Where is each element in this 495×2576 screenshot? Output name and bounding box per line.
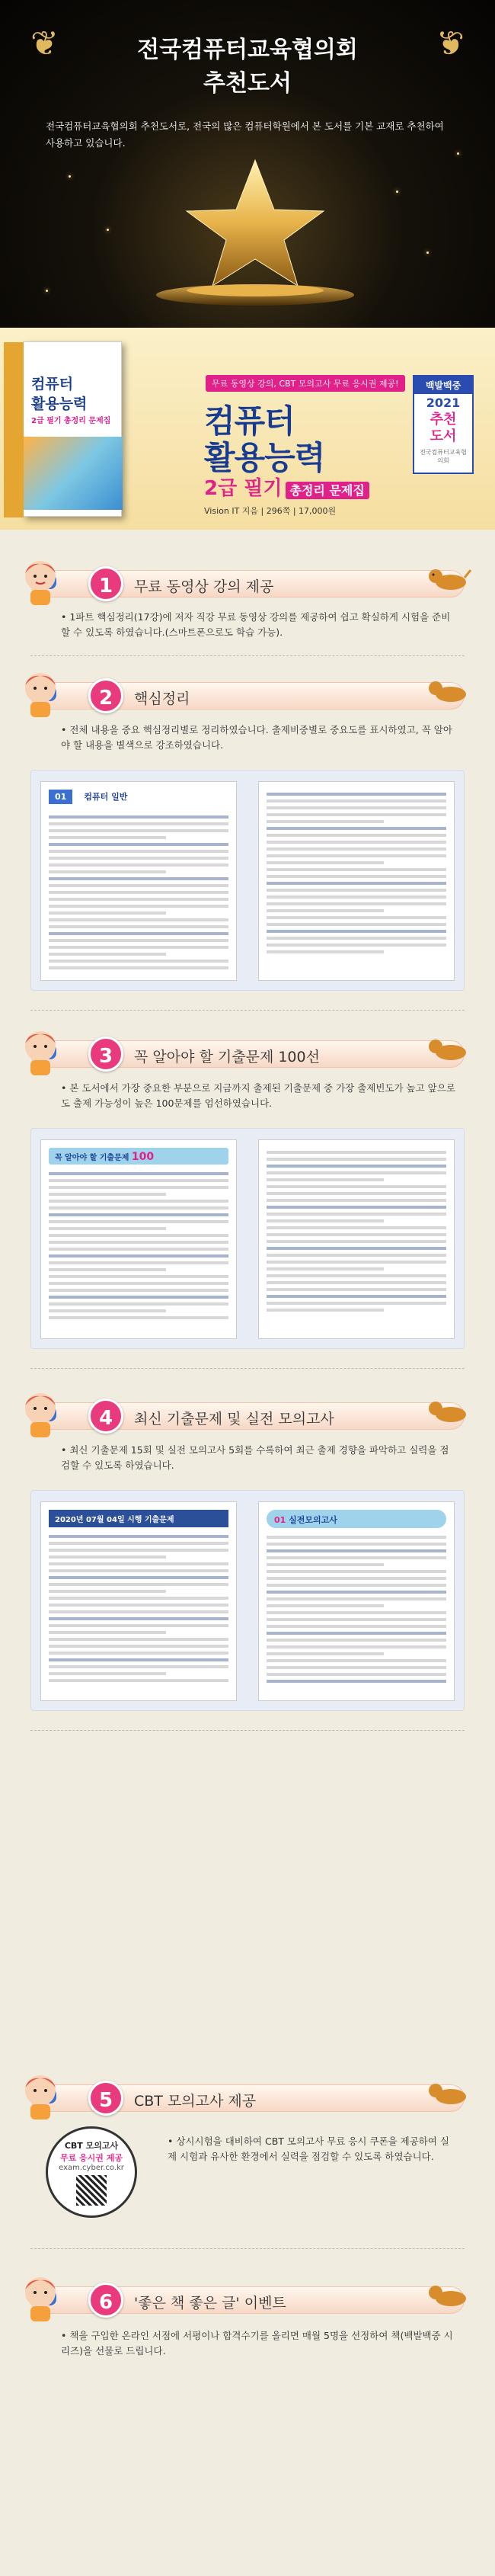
product-title-line3 <box>204 473 369 501</box>
section-desc-text: 본 도서에서 가장 중요한 부분으로 지금까지 출제된 기출문제 중 가장 출제빈도가 높고 앞으로도 출제 가능성이 높은 100문제를 엄선하였습니다. <box>61 1082 455 1109</box>
divider <box>30 1368 465 1369</box>
preview-page-left <box>40 1139 237 1339</box>
section-number: 3 <box>88 1036 123 1072</box>
section-2-desc: • 전체 내용을 중요 핵심정리별로 정리하였습니다. 출제비중별로 중요도를 표시하였고, 꼭 알아야 할 내용을 별색으로 강조하였습니다. <box>61 724 452 751</box>
section-desc-text: 상시시험을 대비하여 CBT 모의고사 무료 응시 쿠폰을 제공하여 실제 시험과 유사한 환경에서 실력을 점검할 수 있도록 하였습니다. <box>168 2135 449 2162</box>
section-4-band <box>30 1402 465 1430</box>
section-5-band <box>30 2084 465 2112</box>
section-title: 무료 동영상 강의 제공 <box>134 578 274 595</box>
mock-exam-heading-text: 실전모의고사 <box>289 1515 337 1525</box>
cbt-url: exam.cyber.co.kr <box>59 2164 124 2172</box>
book-cover <box>23 341 122 517</box>
section-5-desc: • 상시시험을 대비하여 CBT 모의고사 무료 응시 쿠폰을 제공하여 실제 시험과 유사한 환경에서 실력을 점검할 수 있도록 하였습니다. <box>168 2135 449 2162</box>
hero-title-line2: 추천도서 <box>203 70 292 97</box>
chapter-number: 01 <box>49 790 72 804</box>
dog-icon <box>426 564 472 594</box>
section-desc-text: 최신 기출문제 15회 및 실전 모의고사 5회를 수록하여 최근 출제 경향을 파악하고 실력을 점검할 수 있도록 하였습니다. <box>61 1444 449 1471</box>
cbt-line2: 무료 응시권 제공 <box>59 2153 123 2163</box>
hero-intro: 전국컴퓨터교육협의회 추천도서로, 전국의 많은 컴퓨터학원에서 본 도서를 기본 교재로 추천하여 사용하고 있습니다. <box>46 120 444 149</box>
past-exam-preview <box>30 1128 465 1349</box>
badge-main: 추천도서 <box>430 412 457 444</box>
section-title: 꼭 알아야 할 기출문제 100선 <box>134 1049 320 1065</box>
section-title: 핵심정리 <box>134 690 190 707</box>
product-info: Vision IT 지음 | 296쪽 | 17,000원 <box>204 506 337 516</box>
badge-sub: 전국컴퓨터교육협의회 <box>420 449 467 464</box>
preview-page-left <box>40 781 237 981</box>
product-title-badge: 총정리 문제집 <box>286 482 369 499</box>
section-4-desc: • 최신 기출문제 15회 및 실전 모의고사 5회를 수록하여 최근 출제 경향을 파악하고 실력을 점검할 수 있도록 하였습니다. <box>61 1444 449 1471</box>
product-tag: 무료 동영상 강의, CBT 모의고사 무료 응시권 제공! <box>206 375 405 392</box>
badge-year: 2021 <box>426 396 461 410</box>
gold-star-trophy-icon <box>141 156 369 309</box>
section-2-band <box>30 682 465 710</box>
core-summary-preview <box>30 770 465 991</box>
past-exam-heading-text: 꼭 알아야 할 기출문제 <box>55 1154 129 1162</box>
dog-icon <box>426 2078 472 2109</box>
mascot-girl-icon <box>14 667 67 720</box>
book-cover-image <box>24 437 123 510</box>
divider <box>30 2248 465 2249</box>
mascot-girl-icon <box>14 1387 67 1440</box>
mock-exam-number: 01 <box>274 1515 286 1525</box>
product-title-level: 2급 필기 <box>204 477 283 500</box>
section-3-band <box>30 1040 465 1068</box>
mock-exam-heading <box>267 1510 446 1528</box>
divider <box>30 655 465 656</box>
section-6-desc: • 책을 구입한 온라인 서점에 서평이나 합격수기를 올리면 매월 5명을 선정하여 책(백발백중 시리즈)을 선물로 드립니다. <box>61 2330 453 2357</box>
divider <box>30 1010 465 1011</box>
divider <box>30 1730 465 1731</box>
dog-icon <box>426 1034 472 1065</box>
book-cover-title2: 활용능력 <box>31 396 88 412</box>
product-title-line2: 활용능력 <box>204 439 325 476</box>
preview-page-right <box>258 1501 455 1701</box>
book-cover-title1: 컴퓨터 <box>31 376 74 392</box>
section-6-band <box>30 2286 465 2314</box>
section-desc-text: 1파트 핵심정리(17강)에 저자 직강 무료 동영상 강의를 제공하여 쉽고 확실하게 시험을 준비할 수 있도록 하였습니다.(스마트폰으로도 학습 가능). <box>61 611 451 638</box>
section-number: 5 <box>88 2081 123 2116</box>
qr-code-icon <box>76 2175 107 2206</box>
past-exam-count: 100 <box>131 1151 155 1163</box>
section-1-desc: • 1파트 핵심정리(17강)에 저자 직강 무료 동영상 강의를 제공하여 쉽고 확실하게 시험을 준비할 수 있도록 하였습니다.(스마트폰으로도 학습 가능). <box>61 611 451 638</box>
section-title: CBT 모의고사 제공 <box>134 2093 257 2110</box>
badge-top: 백발백중 <box>414 376 472 394</box>
product-title-line1: 컴퓨터 <box>204 402 295 440</box>
mascot-girl-icon <box>14 1025 67 1078</box>
section-desc-text: 전체 내용을 중요 핵심정리별로 정리하였습니다. 출제비중별로 중요도를 표시하였고, 꼭 알아야 할 내용을 별색으로 강조하였습니다. <box>61 724 452 751</box>
preview-page-left <box>40 1501 237 1701</box>
book-cover-title3: 2급 필기 총정리 문제집 <box>31 417 111 425</box>
section-desc-text: 책을 구입한 온라인 서점에 서평이나 합격수기를 올리면 매월 5명을 선정하여 책(백발백중 시리즈)을 선물로 드립니다. <box>61 2330 453 2357</box>
section-title: 최신 기출문제 및 실전 모의고사 <box>134 1411 334 1427</box>
hero-banner <box>0 0 495 328</box>
mascot-girl-icon <box>14 2271 67 2324</box>
past-exam-heading <box>49 1148 228 1165</box>
cbt-line1: CBT 모의고사 <box>64 2141 119 2151</box>
section-number: 6 <box>88 2283 123 2318</box>
mascot-girl-icon <box>14 555 67 608</box>
dog-icon <box>426 2280 472 2311</box>
section-3-desc: • 본 도서에서 가장 중요한 부분으로 지금까지 출제된 기출문제 중 가장 출제빈도가 높고 앞으로도 출제 가능성이 높은 100문제를 엄선하였습니다. <box>61 1082 455 1109</box>
cbt-coupon-badge <box>46 2126 137 2218</box>
dog-icon <box>426 676 472 706</box>
section-1-band <box>30 570 465 598</box>
past-exam-date-heading: 2020년 07월 04일 시행 기출문제 <box>49 1510 228 1527</box>
mock-exam-preview <box>30 1490 465 1711</box>
laurel-left-icon: ❦ <box>30 24 59 63</box>
section-number: 4 <box>88 1399 123 1434</box>
section-title: '좋은 책 좋은 글' 이벤트 <box>134 2295 286 2312</box>
dog-icon <box>426 1396 472 1427</box>
preview-page-right <box>258 781 455 981</box>
hero-title-line1: 전국컴퓨터교육협의회 <box>137 37 358 63</box>
chapter-title: 컴퓨터 일반 <box>84 792 128 802</box>
recommend-badge <box>413 375 474 474</box>
mascot-girl-icon <box>14 2069 67 2123</box>
preview-page-right <box>258 1139 455 1339</box>
section-number: 1 <box>88 566 123 601</box>
laurel-right-icon: ❦ <box>436 24 465 63</box>
section-number: 2 <box>88 678 123 713</box>
